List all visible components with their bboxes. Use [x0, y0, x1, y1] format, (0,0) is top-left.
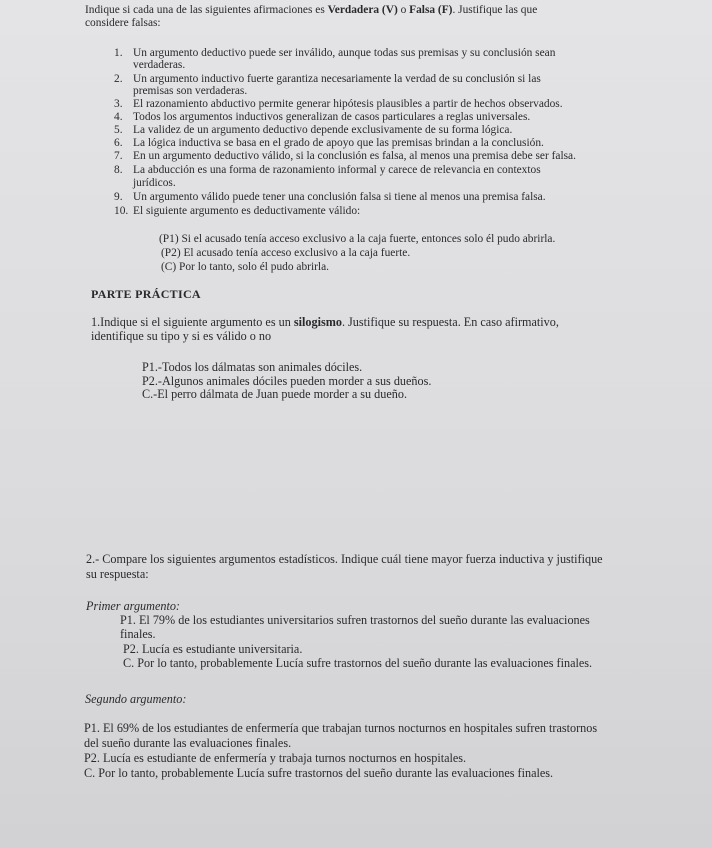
- second-argument-p2: P2. Lucía es estudiante de enfermería y trabaja turnos nocturnos en hospitales.: [84, 751, 467, 765]
- q2-line-2: su respuesta:: [86, 567, 149, 581]
- item-text: La lógica inductiva se basa en el grado de apoyo que las premisas brindan a la conclusión.: [133, 137, 544, 149]
- item-text: jurídicos.: [133, 177, 176, 189]
- item-text: Todos los argumentos inductivos generalizan de casos particulares a reglas universales.: [133, 111, 531, 123]
- premise-p1: (P1) Si el acusado tenía acceso exclusivo a la caja fuerte, entonces solo él pudo abrirla.: [159, 233, 556, 245]
- item-number: 8.: [114, 164, 123, 176]
- item-text: La abducción es una forma de razonamiento informal y carece de relevancia en contextos: [133, 164, 541, 176]
- q1-text-end: . Justifique su respuesta. En caso afirmativo,: [341, 315, 559, 329]
- q2-line-1: 2.- Compare los siguientes argumentos estadísticos. Indique cuál tiene mayor fuerza inductiva y justifique: [86, 552, 603, 566]
- first-argument-p2: P2. Lucía es estudiante universitaria.: [123, 642, 303, 656]
- verdadera-label: Verdadera (V): [327, 4, 398, 16]
- instruction-text-end: . Justifique las que: [452, 4, 538, 16]
- item-number: 3.: [114, 98, 123, 110]
- second-argument-p1: P1. El 69% de los estudiantes de enfermería que trabajan turnos nocturnos en hospitales sufren trastornos: [84, 721, 598, 735]
- item-number: 1.: [114, 47, 123, 59]
- q1-line-1: [91, 316, 559, 329]
- item-text: El razonamiento abductivo permite generar hipótesis plausibles a partir de hechos observados.: [133, 98, 563, 110]
- first-argument-p1-cont: finales.: [120, 627, 156, 641]
- item-number: 7.: [114, 150, 123, 162]
- q1-line-2: identifique su tipo y si es válido o no: [91, 329, 272, 343]
- q1-premise-1: P1.-Todos los dálmatas son animales dóciles.: [142, 360, 363, 374]
- q1-keyword: silogismo: [293, 315, 342, 329]
- item-number: 10.: [114, 205, 129, 217]
- item-text: La validez de un argumento deductivo depende exclusivamente de su forma lógica.: [133, 124, 513, 136]
- section-heading: PARTE PRÁCTICA: [91, 287, 201, 301]
- item-number: 9.: [114, 191, 123, 203]
- item-number: 4.: [114, 111, 123, 123]
- instruction-line-2: considere falsas:: [85, 17, 161, 29]
- item-text: premisas son verdaderas.: [133, 85, 248, 97]
- q1-conclusion: C.-El perro dálmata de Juan puede morder a su dueño.: [142, 387, 407, 401]
- first-argument-title: Primer argumento:: [86, 599, 180, 613]
- item-number: 2.: [114, 73, 123, 85]
- q1-premise-2: P2.-Algunos animales dóciles pueden morder a sus dueños.: [142, 374, 432, 388]
- first-argument-p1: P1. El 79% de los estudiantes universitarios sufren trastornos del sueño durante las evaluaciones: [120, 613, 590, 627]
- instruction-or: o: [397, 4, 410, 16]
- second-argument-p1-cont: del sueño durante las evaluaciones finales.: [84, 736, 292, 750]
- item-number: 5.: [114, 124, 123, 136]
- item-text: Un argumento válido puede tener una conclusión falsa si tiene al menos una premisa falsa.: [133, 191, 546, 203]
- second-argument-title: Segundo argumento:: [85, 692, 187, 706]
- conclusion: (C) Por lo tanto, solo él pudo abrirla.: [161, 261, 329, 273]
- item-text: Un argumento deductivo puede ser inválido, aunque todas sus premisas y su conclusión sean: [133, 47, 556, 59]
- second-argument-conclusion: C. Por lo tanto, probablemente Lucía sufre trastornos del sueño durante las evaluaciones finales.: [84, 766, 554, 780]
- instruction-line-1: [85, 4, 537, 17]
- premise-p2: (P2) El acusado tenía acceso exclusivo a la caja fuerte.: [161, 247, 411, 259]
- item-text: Un argumento inductivo fuerte garantiza necesariamente la verdad de su conclusión si las: [133, 73, 541, 85]
- item-text: El siguiente argumento es deductivamente válido:: [133, 205, 361, 217]
- first-argument-conclusion: C. Por lo tanto, probablemente Lucía sufre trastornos del sueño durante las evaluaciones finales.: [123, 656, 593, 670]
- q1-text: 1.Indique si el siguiente argumento es un: [91, 315, 294, 329]
- item-text: verdaderas.: [133, 59, 186, 71]
- falsa-label: Falsa (F): [409, 4, 453, 16]
- instruction-text: Indique si cada una de las siguientes afirmaciones es: [85, 4, 328, 16]
- item-number: 6.: [114, 137, 123, 149]
- item-text: En un argumento deductivo válido, si la conclusión es falsa, al menos una premisa debe ser falsa.: [133, 150, 576, 162]
